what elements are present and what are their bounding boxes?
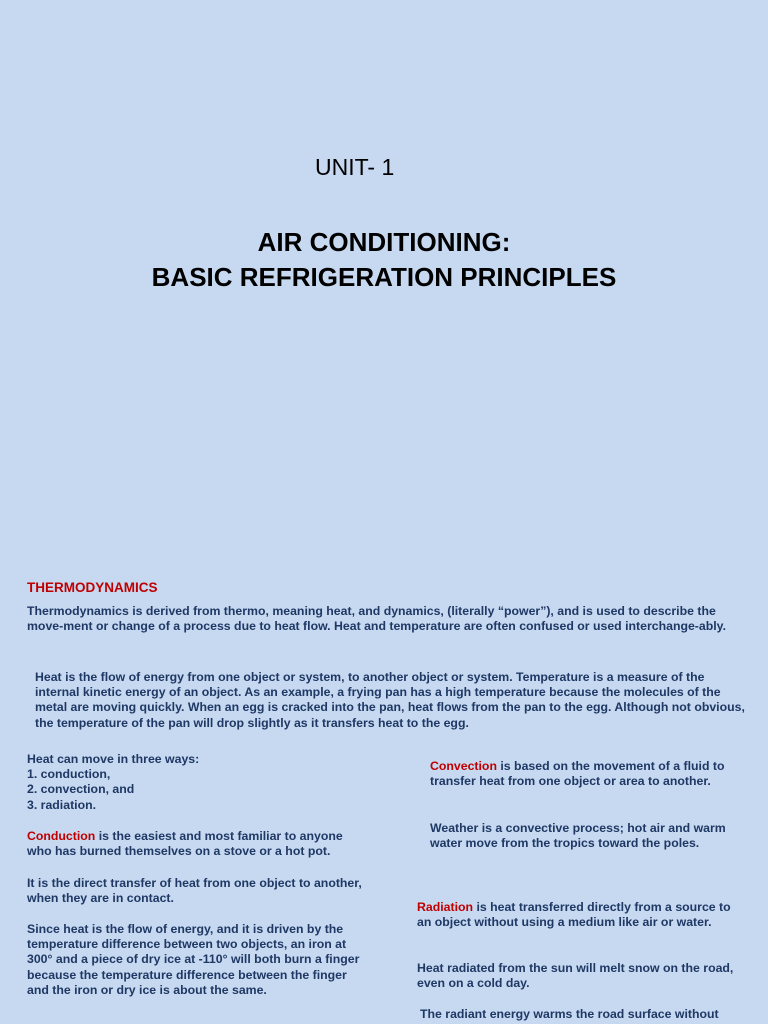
page-title [0, 225, 768, 295]
convection-paragraph [430, 759, 760, 789]
radiation-paragraph [417, 900, 747, 930]
conduction-direct-paragraph: It is the direct transfer of heat from one object to another, when they are in contact. [27, 876, 362, 906]
radiation-description: is heat transferred directly from a source to an object without using a medium like air or water. [417, 900, 731, 930]
radiation-term: Radiation [417, 900, 474, 914]
title-line-2: BASIC REFRIGERATION PRINCIPLES [151, 262, 617, 292]
convection-description: is based on the movement of a fluid to transfer heat from one object or area to another. [430, 759, 725, 789]
title-line-1: AIR CONDITIONING: [257, 227, 511, 257]
conduction-description: is the easiest and most familiar to anyone who has burned themselves on a stove or a hot pot. [27, 829, 343, 859]
thermodynamics-definition-paragraph: Thermodynamics is derived from thermo, meaning heat, and dynamics, (literally “power”), and is used to describe the move-ment or change of a process due to heat flow. Heat and temperature are often confused or used interchange-ably. [27, 604, 727, 634]
list-item: 1. conduction, [27, 767, 111, 782]
conduction-term: Conduction [27, 829, 96, 843]
conduction-paragraph [27, 829, 362, 859]
heat-ways-list [27, 752, 362, 813]
heat-ways-intro: Heat can move in three ways: [27, 752, 200, 766]
radiation-radiant-paragraph: The radiant energy warms the road surface without [420, 1007, 719, 1021]
heat-flow-paragraph: Heat is the flow of energy from one object or system, to another object or system. Temperature is a measure of the internal kinetic energy of an object. As an example, a frying pan has a high temperature because the molecules of the metal are moving quickly. When an egg is cracked into the pan, heat flows from the pan to the egg. Although not obvious, the temperature of the pan will drop slightly as it transfers heat to the egg. [35, 670, 745, 730]
unit-label: UNIT- 1 [315, 154, 395, 180]
radiation-sun-paragraph: Heat radiated from the sun will melt snow on the road, even on a cold day. [417, 961, 734, 991]
convection-term: Convection [430, 759, 497, 773]
section-heading-thermodynamics: THERMODYNAMICS [27, 580, 158, 595]
list-item: 2. convection, and [27, 782, 135, 797]
list-item: 3. radiation. [27, 797, 97, 812]
convection-weather-paragraph: Weather is a convective process; hot air and warm water move from the tropics toward the poles. [430, 821, 726, 851]
conduction-example-paragraph: Since heat is the flow of energy, and it is driven by the temperature difference between two objects, an iron at 300° and a piece of dry ice at -110° will both burn a finger because the temperature difference between the finger and the iron or dry ice is about the same. [27, 922, 360, 997]
